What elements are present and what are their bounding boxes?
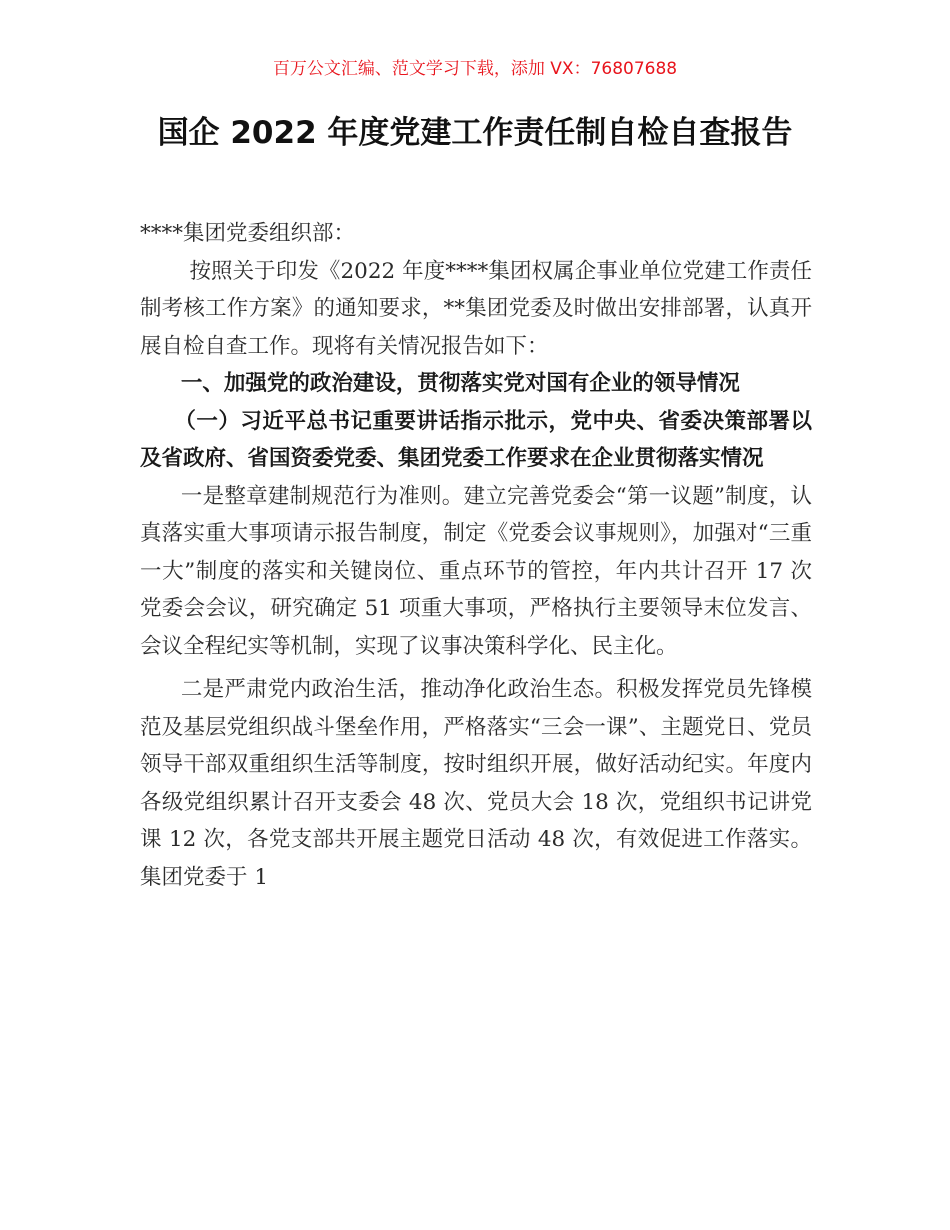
- subsection-heading: （一）习近平总书记重要讲话指示批示，党中央、省委决策部署以及省政府、省国资委党委、集团党委工作要求在企业贯彻落实情况: [140, 408, 812, 471]
- section-heading: 一、加强党的政治建设，贯彻落实党对国有企业的领导情况: [180, 371, 740, 396]
- salutation: ****集团党委组织部：: [140, 221, 356, 246]
- document-body: [140, 215, 812, 896]
- body-paragraph: 二是严肃党内政治生活，推动净化政治生态。积极发挥党员先锋模范及基层党组织战斗堡垒作用，严格落实“三会一课”、主题党日、党员领导干部双重组织生活等制度，按时组织开展，做好活动纪实。年度内各级党组织累计召开支委会 48 次、党员大会 18 次，党组织书记讲党课 12 次，各党支部共开展主题党日活动 48 次，有效促进工作落实。集团党委于 1: [140, 677, 812, 890]
- intro-paragraph: 按照关于印发《2022 年度****集团权属企事业单位党建工作责任制考核工作方案》的通知要求，**集团党委及时做出安排部署，认真开展自检自查工作。现将有关情况报告如下：: [140, 258, 812, 359]
- watermark-banner: 百万公文汇编、范文学习下载，添加 VX：76807688: [272, 59, 678, 79]
- body-paragraph: 一是整章建制规范行为准则。建立完善党委会“第一议题”制度，认真落实重大事项请示报告制度，制定《党委会议事规则》，加强对“三重一大”制度的落实和关键岗位、重点环节的管控，年内共计召开 17 次党委会会议，研究确定 51 项重大事项，严格执行主要领导末位发言、会议全程纪实等机制，实现了议事决策科学化、民主化。: [140, 483, 812, 659]
- document-title: 国企 2022 年度党建工作责任制自检自查报告: [157, 115, 793, 151]
